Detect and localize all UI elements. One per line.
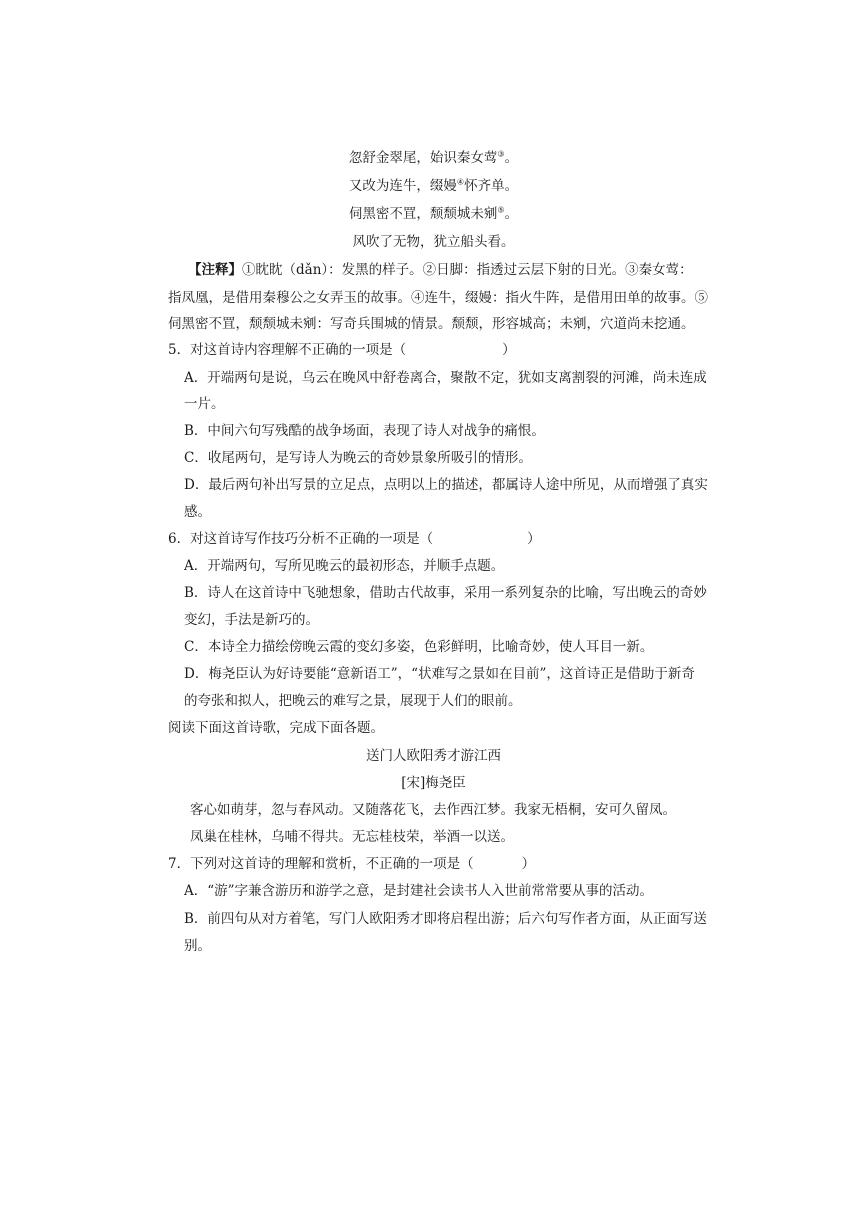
q5-option-c: C．收尾两句，是写诗人为晚云的奇妙景象所吸引的情形。 [184,450,532,466]
q6-option-c: C．本诗全力描绘傍晚云霞的变幻多姿，色彩鲜明，比喻奇妙，使人耳目一新。 [184,639,654,655]
q6-option-b-cont: 变幻，手法是新巧的。 [184,612,319,628]
poem1-line-2: 又改为连牛，缀嫚④怀齐单。 [348,177,519,194]
q7-option-b: B．前四句从对方着笔，写门人欧阳秀才即将启程出游；后六句写作者方面，从正面写送 [184,911,707,927]
poem2-line-2: 凤巢在桂林，乌哺不得共。无忘桂枝荣，举酒一以送。 [190,829,514,845]
q7-stem: 7．下列对这首诗的理解和赏析，不正确的一项是（ ） [168,856,536,872]
poem1-line-3: 伺黑密不罝，颓颓城未剜⑤。 [348,205,519,222]
poem1-line-1: 忽舒金翠尾，始识秦女莺③。 [348,149,519,166]
reading-instruction: 阅读下面这首诗歌，完成下面各题。 [168,720,384,736]
q6-option-d-cont: 的夸张和拟人，把晚云的难写之景，展现于人们的眼前。 [184,693,522,709]
q6-option-a: A．开端两句，写所见晚云的最初形态，并顺手点题。 [184,558,505,574]
poem2-line-1: 客心如萌芽，忽与春风动。又随落花飞，去作西江梦。我家无梧桐，安可久留凤。 [190,802,676,818]
q5-option-d: D．最后两句补出写景的立足点，点明以上的描述，都属诗人途中所见，从而增强了真实 [184,477,708,493]
footnote-marker: ③ [497,149,505,159]
notes-line-1: 【注释】①眈眈（dǎn）：发黑的样子。②日脚：指透过云层下射的日光。③秦女莺： [188,262,693,278]
footnote-marker: ④ [456,177,465,187]
q6-stem: 6．对这首诗写作技巧分析不正确的一项是（ ） [168,531,541,547]
footnote-marker: ⑤ [497,205,505,215]
q5-stem: 5．对这首诗内容理解不正确的一项是（ ） [168,342,516,358]
q6-option-b: B．诗人在这首诗中飞驰想象，借助古代故事，采用一系列复杂的比喻，写出晚云的奇妙 [184,585,707,601]
q5-option-a: A．开端两句是说，乌云在晚风中舒卷离合，聚散不定，犹如支离割裂的河滩，尚未连成 [184,370,707,386]
q7-option-a: A．“游”字兼含游历和游学之意，是封建社会读书人入世前常常要从事的活动。 [184,883,654,899]
poem2-title: 送门人欧阳秀才游江西 [366,748,501,764]
poem1-line-4: 风吹了无物，犹立船头看。 [352,234,515,250]
q6-option-d: D．梅尧臣认为好诗要能“意新语工”，“状难写之景如在目前”，这首诗正是借助于新奇 [184,666,695,682]
poem2-author: [宋]梅尧臣 [401,775,466,791]
notes-label: 【注释】 [188,262,242,278]
q5-option-d-cont: 感。 [184,504,211,520]
notes-line-3: 伺黑密不罝，颓颓城未剜：写奇兵围城的情景。颓颓，形容城高；未剜，穴道尚未挖通。 [168,316,695,332]
notes-line-2: 指凤凰，是借用秦穆公之女弄玉的故事。④连牛，缀嫚：指火牛阵，是借用田单的故事。⑤ [168,290,708,306]
q7-option-b-cont: 别。 [184,938,211,954]
q5-option-a-cont: 一片。 [184,396,225,412]
q5-option-b: B．中间六句写残酷的战争场面，表现了诗人对战争的痛恨。 [184,423,545,439]
